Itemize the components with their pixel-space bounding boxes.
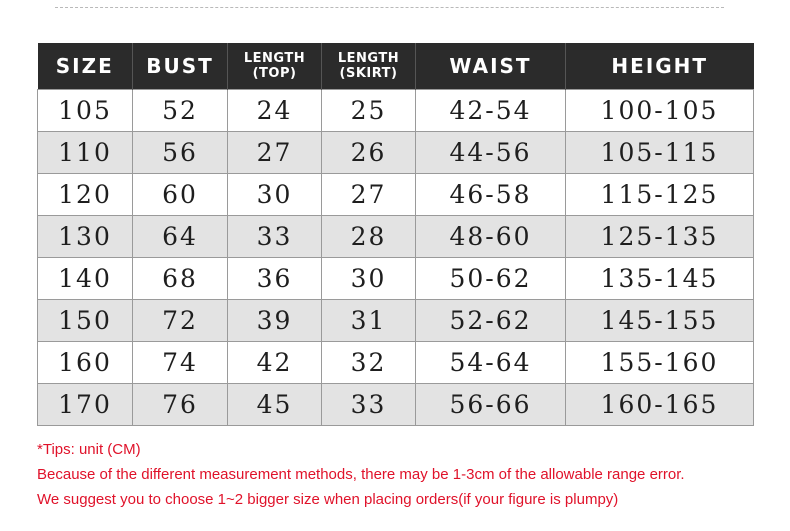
bust-cell: 72 — [133, 300, 228, 342]
measurement-error-note: Because of the different measurement methods, there may be 1-3cm of the allowable range error. — [37, 466, 685, 483]
length-skirt-cell: 27 — [322, 174, 416, 216]
header-waist-label: WAIST — [449, 54, 532, 78]
length-skirt-cell: 30 — [322, 258, 416, 300]
length-top-cell: 33 — [228, 216, 322, 258]
waist-cell: 42-54 — [416, 90, 566, 132]
length-top-cell: 27 — [228, 132, 322, 174]
waist-cell: 56-66 — [416, 384, 566, 426]
bust-cell: 52 — [133, 90, 228, 132]
height-cell: 115-125 — [566, 174, 754, 216]
size-cell: 150 — [38, 300, 133, 342]
header-length-skirt-label: LENGTH — [337, 51, 400, 66]
height-cell: 160-165 — [566, 384, 754, 426]
header-length-top-sublabel: (TOP) — [252, 66, 297, 81]
height-cell: 145-155 — [566, 300, 754, 342]
length-skirt-cell: 28 — [322, 216, 416, 258]
length-top-cell: 42 — [228, 342, 322, 384]
length-top-cell: 45 — [228, 384, 322, 426]
size-cell: 130 — [38, 216, 133, 258]
waist-cell: 48-60 — [416, 216, 566, 258]
length-skirt-cell: 25 — [322, 90, 416, 132]
waist-cell: 50-62 — [416, 258, 566, 300]
table-header — [38, 43, 754, 90]
waist-cell: 44-56 — [416, 132, 566, 174]
header-height-label: HEIGHT — [611, 54, 709, 78]
waist-cell: 46-58 — [416, 174, 566, 216]
bust-cell: 68 — [133, 258, 228, 300]
waist-cell: 52-62 — [416, 300, 566, 342]
table-body — [38, 90, 754, 426]
length-skirt-cell: 26 — [322, 132, 416, 174]
length-skirt-cell: 33 — [322, 384, 416, 426]
size-cell: 110 — [38, 132, 133, 174]
header-height — [566, 43, 754, 90]
table-row — [38, 174, 754, 216]
table-row — [38, 258, 754, 300]
size-cell: 170 — [38, 384, 133, 426]
header-length-top — [228, 43, 322, 90]
header-bust-label: BUST — [146, 54, 214, 78]
header-length-skirt-sublabel: (SKIRT) — [339, 66, 398, 81]
size-cell: 160 — [38, 342, 133, 384]
table-row — [38, 132, 754, 174]
header-length-skirt — [322, 43, 416, 90]
bust-cell: 74 — [133, 342, 228, 384]
length-top-cell: 30 — [228, 174, 322, 216]
height-cell: 105-115 — [566, 132, 754, 174]
table-row — [38, 90, 754, 132]
length-top-cell: 24 — [228, 90, 322, 132]
header-row — [38, 43, 754, 90]
table-row — [38, 384, 754, 426]
size-suggestion-note: We suggest you to choose 1~2 bigger size when placing orders(if your figure is plumpy) — [37, 491, 619, 508]
length-top-cell: 36 — [228, 258, 322, 300]
header-length-top-label: LENGTH — [243, 51, 306, 66]
table-row — [38, 342, 754, 384]
size-cell: 105 — [38, 90, 133, 132]
header-bust — [133, 43, 228, 90]
top-divider — [55, 7, 724, 8]
height-cell: 100-105 — [566, 90, 754, 132]
table-row — [38, 300, 754, 342]
tips-note: *Tips: unit (CM) — [37, 441, 141, 458]
bust-cell: 76 — [133, 384, 228, 426]
length-skirt-cell: 31 — [322, 300, 416, 342]
length-skirt-cell: 32 — [322, 342, 416, 384]
length-top-cell: 39 — [228, 300, 322, 342]
bust-cell: 60 — [133, 174, 228, 216]
height-cell: 155-160 — [566, 342, 754, 384]
height-cell: 135-145 — [566, 258, 754, 300]
bust-cell: 56 — [133, 132, 228, 174]
size-cell: 120 — [38, 174, 133, 216]
size-chart-table — [37, 43, 754, 426]
header-size-label: SIZE — [55, 54, 114, 78]
size-cell: 140 — [38, 258, 133, 300]
bust-cell: 64 — [133, 216, 228, 258]
header-size — [38, 43, 133, 90]
height-cell: 125-135 — [566, 216, 754, 258]
waist-cell: 54-64 — [416, 342, 566, 384]
size-notes — [37, 437, 767, 512]
header-waist — [416, 43, 566, 90]
table-row — [38, 216, 754, 258]
